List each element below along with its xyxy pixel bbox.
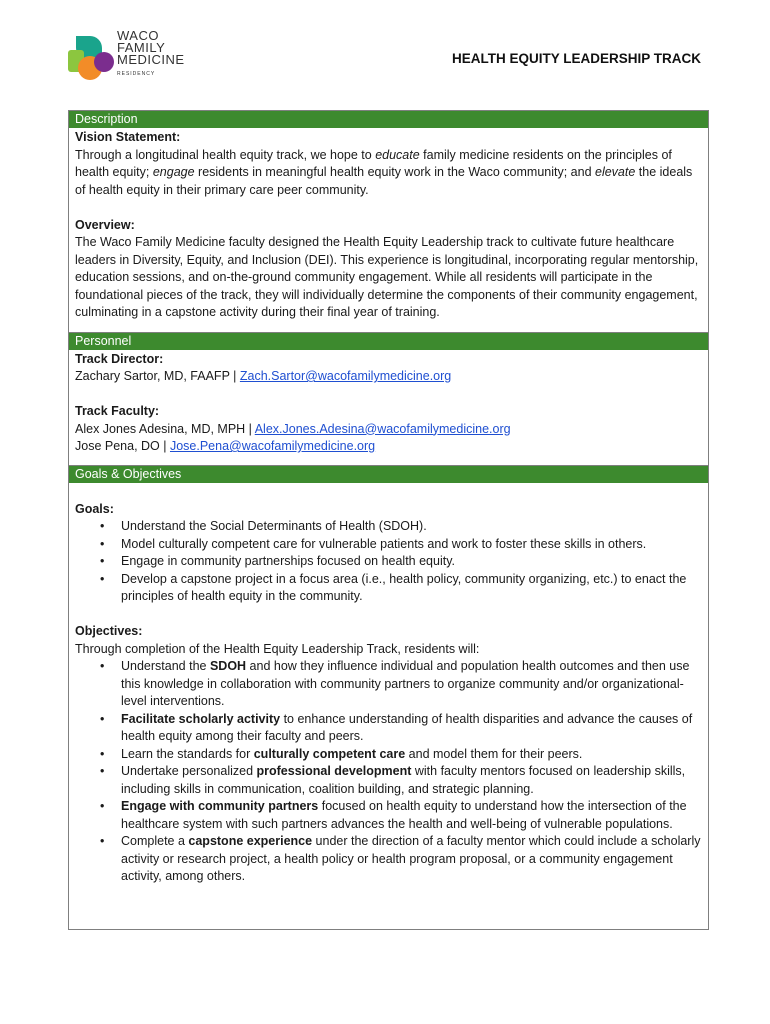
objective-emphasis: SDOH <box>209 659 247 673</box>
vision-text: the ideals of health equity in their primary care peer community. <box>75 165 693 197</box>
list-item <box>75 763 702 798</box>
objective-text: and how they influence individual and population health outcomes and then use this knowledge in collaboration with community partners to organize community and/or organizational-level interventions. <box>121 659 690 708</box>
faculty-line <box>75 421 702 439</box>
objective-emphasis: professional development <box>256 764 412 778</box>
vision-emphasis: educate <box>375 147 420 162</box>
document-title: HEALTH EQUITY LEADERSHIP TRACK <box>451 51 701 66</box>
list-item <box>75 711 702 746</box>
objective-text: to enhance understanding of health disparities and advance the causes of health equity among their faculty and peers. <box>121 711 693 743</box>
personnel-section <box>69 350 708 465</box>
section-header-personnel: Personnel <box>69 332 708 350</box>
logo-line: FAMILY <box>117 40 166 55</box>
objectives-list <box>75 658 702 886</box>
director-name: Zachary Sartor, MD, FAAFP | <box>75 369 240 383</box>
list-item: • Develop a capstone project in a focus area (i.e., health policy, community organizing, etc.) to enact the principles of health equity in the community. <box>75 571 702 606</box>
logo-residency: RESIDENCY <box>117 71 156 77</box>
objective-text: and model them for their peers. <box>405 746 583 761</box>
list-item: • Engage in community partnerships focused on health equity. <box>75 553 702 571</box>
list-item <box>75 658 702 711</box>
overview-text: The Waco Family Medicine faculty designed the Health Equity Leadership track to cultivate future healthcare leaders in Diversity, Equity, and Inclusion (DEI). This experience is longitudinal, incorporating regular mentorship, education sessions, and on-the-ground community engagement. While all residents will participate in the foundational pieces of the track, they will individually determine the components of their community engagement, culminating in a capstone activity during their final year of training. <box>75 235 699 319</box>
vision-text: family medicine residents on the principles of health equity; <box>75 147 672 179</box>
logo-mark-icon <box>66 30 116 86</box>
vision-statement <box>75 147 702 200</box>
objective-emphasis: capstone experience <box>188 834 313 848</box>
logo-wordmark <box>117 30 185 80</box>
list-item: • Understand the Social Determinants of Health (SDOH). <box>75 518 702 536</box>
list-item <box>75 746 702 764</box>
objective-text: Understand the <box>121 659 210 673</box>
director-label: Track Director: <box>75 351 164 366</box>
objectives-label: Objectives: <box>75 624 143 638</box>
objective-text: Complete a <box>121 834 189 848</box>
vision-emphasis: engage <box>152 165 195 179</box>
vision-emphasis: elevate <box>595 165 636 179</box>
objective-text: with faculty mentors focused on leadership skills, including skills in communication, coalition building, and strategic planning. <box>121 764 686 796</box>
description-section <box>69 128 708 332</box>
vision-text: Through a longitudinal health equity track, we hope to <box>75 147 376 162</box>
list-item <box>75 798 702 833</box>
objective-emphasis: culturally competent care <box>253 746 406 761</box>
faculty-name: Alex Jones Adesina, MD, MPH | <box>75 421 255 436</box>
overview-label: Overview: <box>75 217 135 232</box>
section-header-goals: Goals & Objectives <box>69 465 708 483</box>
objective-text: under the direction of a faculty mentor which could include a scholarly activity or research project, a health policy or health program proposal, or a community engagement activity, among others. <box>121 834 701 883</box>
vision-text: residents in meaningful health equity work in the Waco community; and <box>194 165 595 179</box>
director-email-link[interactable]: Zach.Sartor@wacofamilymedicine.org <box>239 369 452 383</box>
goals-section <box>69 483 708 886</box>
objective-text: focused on health equity to understand how the intersection of the healthcare system with such partners advances the health and well-being of vulnerable populations. <box>121 799 687 831</box>
logo-line: MEDICINE <box>117 52 185 67</box>
goals-label: Goals: <box>75 501 114 516</box>
goals-list <box>75 518 702 606</box>
faculty-line <box>75 438 702 456</box>
wfm-logo <box>66 30 196 86</box>
list-item <box>75 833 702 886</box>
objective-emphasis: Engage with community partners <box>121 799 319 813</box>
vision-label: Vision Statement: <box>75 130 181 144</box>
faculty-email-link[interactable]: Jose.Pena@wacofamilymedicine.org <box>169 439 376 453</box>
faculty-email-link[interactable]: Alex.Jones.Adesina@wacofamilymedicine.org <box>254 421 511 436</box>
objectives-intro: Through completion of the Health Equity Leadership Track, residents will: <box>75 641 480 656</box>
section-header-description: Description <box>69 111 708 128</box>
objective-text: Learn the standards for <box>121 746 254 761</box>
content-table <box>68 110 709 930</box>
director-line <box>75 368 702 386</box>
faculty-name: Jose Pena, DO | <box>75 439 170 453</box>
logo-line: WACO <box>117 28 159 43</box>
objective-text: Undertake personalized <box>121 764 257 778</box>
faculty-label: Track Faculty: <box>75 404 160 418</box>
objective-emphasis: Facilitate scholarly activity <box>121 711 281 726</box>
list-item: • Model culturally competent care for vulnerable patients and work to foster these skills in others. <box>75 536 702 554</box>
